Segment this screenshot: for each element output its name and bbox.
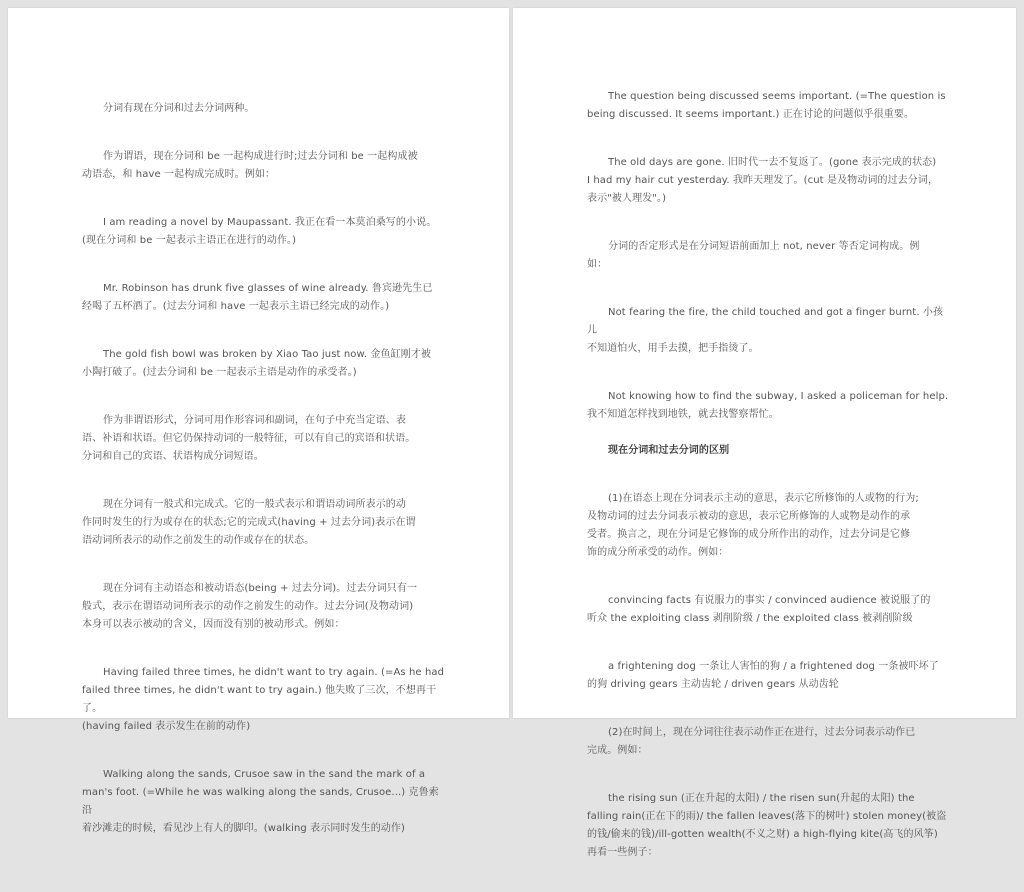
paragraph: 分词有现在分词和过去分词两种。 [103,103,255,114]
paragraph: 现在分词有一般式和完成式。它的一般式表示和谓语动词所表示的动 作同时发生的行为或存在的状态;它的完成式(having + 过去分词)表示在谓 语动词所表示的动作之前发生的动作或存在的状态。 [82,499,416,546]
paragraph: Walking along the sands, Crusoe saw in the sand the mark of a man's foot. (=While he was walking along the sands, Crusoe...) 克鲁索沿 着沙滩走的时候，看见沙上有人的脚印。(walking 表示同时发生的动作) [82,769,439,834]
paragraph: The question being discussed seems important. (=The question is being discussed. It seems important.) 正在讨论的问题似乎很重要。 [587,91,946,120]
paragraph: 分词的否定形式是在分词短语前面加上 not, never 等否定词构成。例 如： [587,241,920,270]
paragraph: The gold fish bowl was broken by Xiao Tao just now. 金鱼缸刚才被 小陶打破了。(过去分词和 be 一起表示主语是动作的承受者。) [82,349,432,378]
section-heading: 现在分词和过去分词的区别 [608,445,730,456]
paragraph: (2)在时间上，现在分词往往表示动作正在进行，过去分词表示动作已 完成。例如： [587,727,916,756]
paragraph: I am reading a novel by Maupassant. 我正在看一本莫泊桑写的小说。 (现在分词和 be 一起表示主语正在进行的动作。) [82,217,437,246]
paragraph: 作为非谓语形式，分词可用作形容词和副词，在句子中充当定语、表 语、补语和状语。但它仍保持动词的一般特征，可以有自己的宾语和状语。 分词和自己的宾语、状语构成分词短语。 [82,415,416,462]
paragraph: the rising sun (正在升起的太阳) / the risen sun(升起的太阳) the falling rain(正在下的雨)/ the fallen leaves(落下的树叶) stolen money(被盗 的钱/偷来的钱)/ill-gotten wealth(不义之财) a high-flying kite(高飞的风筝) 再看一些例子： [587,793,947,858]
paragraph: Having failed three times, he didn't want to try again. (=As he had failed three times, he didn't want to try again.) 他失败了三次，不想再干了。 (having failed 表示发生在前的动作) [82,667,445,732]
paragraph: a frightening dog 一条让人害怕的狗 / a frightened dog 一条被吓坏了 的狗 driving gears 主动齿轮 / driven gears 从动齿轮 [587,661,939,690]
paragraph: Not fearing the fire, the child touched and got a finger burnt. 小孩儿 不知道怕火，用手去摸，把手指烫了。 [587,307,944,354]
paragraph: Not knowing how to find the subway, I asked a policeman for help. 我不知道怎样找到地铁，就去找警察帮忙。 [587,391,949,420]
left-page-text [82,82,448,868]
paragraph: Mr. Robinson has drunk five glasses of wine already. 鲁宾逊先生已 经喝了五杯酒了。(过去分词和 have 一起表示主语已经完成的动作。) [82,283,433,312]
paragraph: (1)在语态上现在分词表示主动的意思，表示它所修饰的人或物的行为; 及物动词的过去分词表示被动的意思，表示它所修饰的人或物是动作的承 受者。换言之，现在分词是它修饰的成分所作出的动作，过去分词是它修 饰的成分所承受的动作。例如： [587,493,919,558]
paragraph: convincing facts 有说服力的事实 / convinced audience 被说服了的 听众 the exploiting class 剥削阶级 / the exploited class 被剥削阶级 [587,595,931,624]
right-page-text [587,70,949,892]
left-page [8,8,509,834]
right-page [513,8,1016,858]
paragraph: 现在分词有主动语态和被动语态(being + 过去分词)。过去分词只有一 般式，表示在谓语动词所表示的动作之前发生的动作。过去分词(及物动词) 本身可以表示被动的含义，因而没有别的被动形式。例如： [82,583,418,630]
paragraph: 作为谓语，现在分词和 be 一起构成进行时;过去分词和 be 一起构成被 动语态，和 have 一起构成完成时。例如： [82,151,418,180]
paragraph: The old days are gone. 旧时代一去不复返了。(gone 表示完成的状态) I had my hair cut yesterday. 我昨天理发了。(cut 是及物动词的过去分词， 表示"被人理发"。) [587,157,939,204]
